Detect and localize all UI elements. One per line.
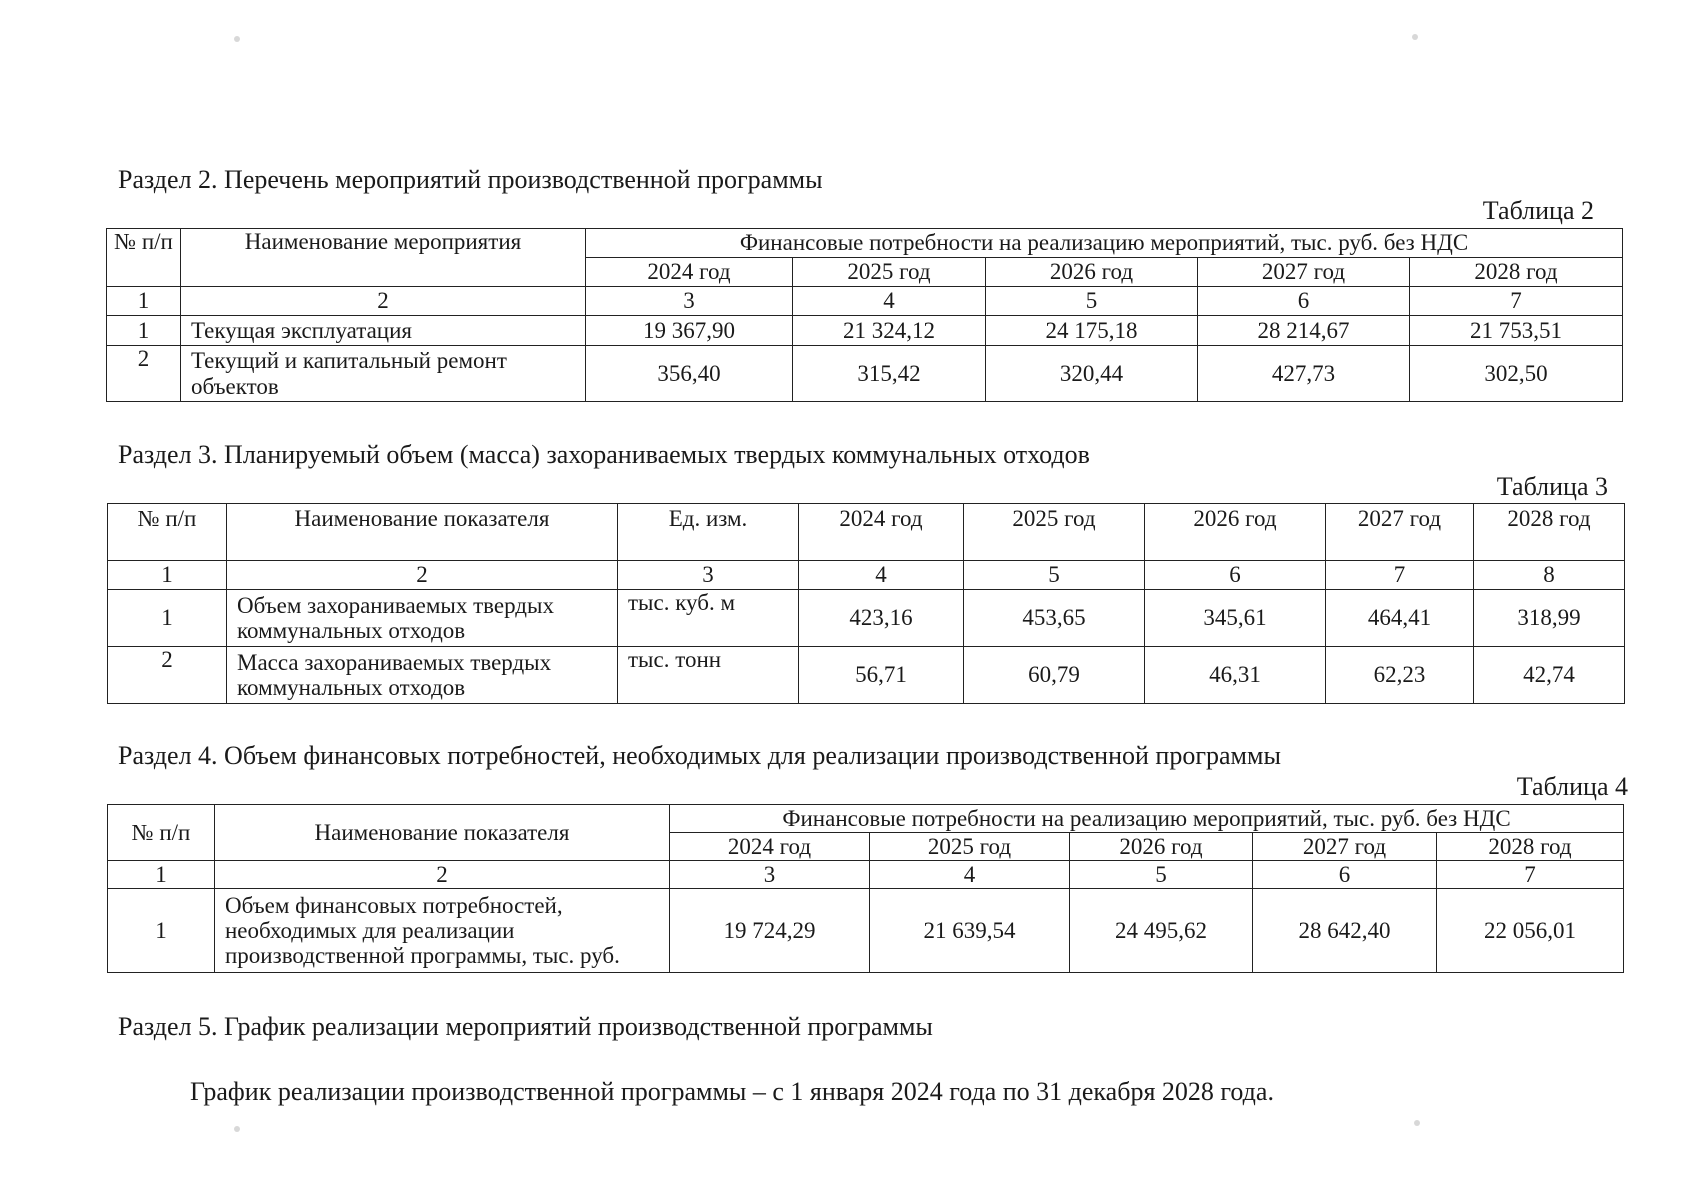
- row-value: 423,16: [799, 590, 964, 647]
- table-3-index-row: [108, 561, 1625, 590]
- table-2: [106, 228, 1623, 402]
- col-header-num: № п/п: [108, 504, 227, 561]
- row-value: 318,99: [1474, 590, 1625, 647]
- row-value: 320,44: [986, 346, 1198, 402]
- row-num: 1: [108, 590, 227, 647]
- index-cell: 7: [1410, 287, 1623, 316]
- index-cell: 2: [181, 287, 586, 316]
- row-num: 1: [108, 889, 215, 973]
- table-row: [108, 647, 1625, 704]
- row-value: 60,79: [964, 647, 1145, 704]
- col-header-year: 2026 год: [1145, 504, 1326, 561]
- table-row: [107, 316, 1623, 346]
- col-header-year: 2027 год: [1326, 504, 1474, 561]
- index-cell: 5: [986, 287, 1198, 316]
- col-header-year: 2028 год: [1474, 504, 1625, 561]
- col-header-name: Наименование показателя: [227, 504, 618, 561]
- col-header-num: № п/п: [108, 805, 215, 861]
- row-value: 21 324,12: [793, 316, 986, 346]
- col-header-num: № п/п: [107, 229, 181, 287]
- section-2-title: Раздел 2. Перечень мероприятий производственной программы: [118, 165, 823, 194]
- col-header-year: 2024 год: [799, 504, 964, 561]
- index-cell: 1: [108, 861, 215, 889]
- row-value: 345,61: [1145, 590, 1326, 647]
- index-cell: 4: [799, 561, 964, 590]
- col-header-year: 2025 год: [793, 258, 986, 287]
- index-cell: 1: [108, 561, 227, 590]
- index-cell: 1: [107, 287, 181, 316]
- index-cell: 3: [670, 861, 870, 889]
- scan-speck: [1412, 34, 1418, 40]
- index-cell: 6: [1145, 561, 1326, 590]
- row-value: 24 495,62: [1070, 889, 1253, 973]
- index-cell: 7: [1326, 561, 1474, 590]
- table-3-header-row: [108, 504, 1625, 561]
- row-value: 19 367,90: [586, 316, 793, 346]
- schedule-text: График реализации производственной программы – с 1 января 2024 года по 31 декабря 2028 года.: [190, 1077, 1274, 1106]
- index-cell: 4: [870, 861, 1070, 889]
- row-value: 453,65: [964, 590, 1145, 647]
- index-cell: 6: [1253, 861, 1437, 889]
- table-2-label: Таблица 2: [1482, 196, 1594, 225]
- row-value: 22 056,01: [1437, 889, 1624, 973]
- row-name: Объем захораниваемых твердых коммунальных отходов: [227, 590, 618, 647]
- col-header-year: 2026 год: [1070, 833, 1253, 861]
- row-name: Текущий и капитальный ремонт объектов: [181, 346, 586, 402]
- table-row: [107, 346, 1623, 402]
- row-value: 24 175,18: [986, 316, 1198, 346]
- section-4-title: Раздел 4. Объем финансовых потребностей, необходимых для реализации производственной программы: [118, 741, 1281, 770]
- row-num: 1: [107, 316, 181, 346]
- index-cell: 3: [618, 561, 799, 590]
- row-num: 2: [108, 647, 227, 704]
- index-cell: 5: [1070, 861, 1253, 889]
- row-name: Текущая эксплуатация: [181, 316, 586, 346]
- row-value: 28 642,40: [1253, 889, 1437, 973]
- index-cell: 2: [227, 561, 618, 590]
- col-header-group: Финансовые потребности на реализацию мероприятий, тыс. руб. без НДС: [670, 805, 1624, 833]
- row-value: 56,71: [799, 647, 964, 704]
- section-5-title: Раздел 5. График реализации мероприятий производственной программы: [118, 1012, 933, 1041]
- row-value: 302,50: [1410, 346, 1623, 402]
- index-cell: 5: [964, 561, 1145, 590]
- index-cell: 4: [793, 287, 986, 316]
- section-3-title: Раздел 3. Планируемый объем (масса) захораниваемых твердых коммунальных отходов: [118, 440, 1090, 469]
- row-value: 42,74: [1474, 647, 1625, 704]
- table-row: [108, 590, 1625, 647]
- col-header-year: 2026 год: [986, 258, 1198, 287]
- table-4: [107, 804, 1624, 973]
- col-header-year: 2027 год: [1253, 833, 1437, 861]
- row-value: 19 724,29: [670, 889, 870, 973]
- scan-speck: [234, 1126, 240, 1132]
- table-row: [108, 889, 1624, 973]
- row-unit: тыс. куб. м: [618, 590, 799, 647]
- row-unit: тыс. тонн: [618, 647, 799, 704]
- index-cell: 3: [586, 287, 793, 316]
- row-value: 46,31: [1145, 647, 1326, 704]
- col-header-group: Финансовые потребности на реализацию мероприятий, тыс. руб. без НДС: [586, 229, 1623, 258]
- row-value: 62,23: [1326, 647, 1474, 704]
- table-4-label: Таблица 4: [1516, 772, 1628, 801]
- table-4-header-row: [108, 805, 1624, 833]
- col-header-year: 2024 год: [670, 833, 870, 861]
- col-header-year: 2024 год: [586, 258, 793, 287]
- index-cell: 8: [1474, 561, 1625, 590]
- row-value: 28 214,67: [1198, 316, 1410, 346]
- table-4-index-row: [108, 861, 1624, 889]
- table-2-index-row: [107, 287, 1623, 316]
- table-3-label: Таблица 3: [1496, 472, 1608, 501]
- col-header-year: 2025 год: [870, 833, 1070, 861]
- table-3: [107, 503, 1625, 704]
- row-value: 427,73: [1198, 346, 1410, 402]
- table-2-header-row: [107, 229, 1623, 258]
- row-num: 2: [107, 346, 181, 402]
- col-header-year: 2028 год: [1437, 833, 1624, 861]
- row-value: 356,40: [586, 346, 793, 402]
- row-name: Масса захораниваемых твердых коммунальных отходов: [227, 647, 618, 704]
- col-header-year: 2025 год: [964, 504, 1145, 561]
- index-cell: 2: [215, 861, 670, 889]
- scan-speck: [234, 36, 240, 42]
- index-cell: 7: [1437, 861, 1624, 889]
- row-value: 21 753,51: [1410, 316, 1623, 346]
- row-value: 315,42: [793, 346, 986, 402]
- col-header-name: Наименование мероприятия: [181, 229, 586, 287]
- col-header-unit: Ед. изм.: [618, 504, 799, 561]
- index-cell: 6: [1198, 287, 1410, 316]
- row-value: 21 639,54: [870, 889, 1070, 973]
- col-header-name: Наименование показателя: [215, 805, 670, 861]
- col-header-year: 2027 год: [1198, 258, 1410, 287]
- col-header-year: 2028 год: [1410, 258, 1623, 287]
- scan-speck: [1414, 1120, 1420, 1126]
- row-value: 464,41: [1326, 590, 1474, 647]
- row-name: Объем финансовых потребностей, необходимых для реализации производственной программы, тыс. руб.: [215, 889, 670, 973]
